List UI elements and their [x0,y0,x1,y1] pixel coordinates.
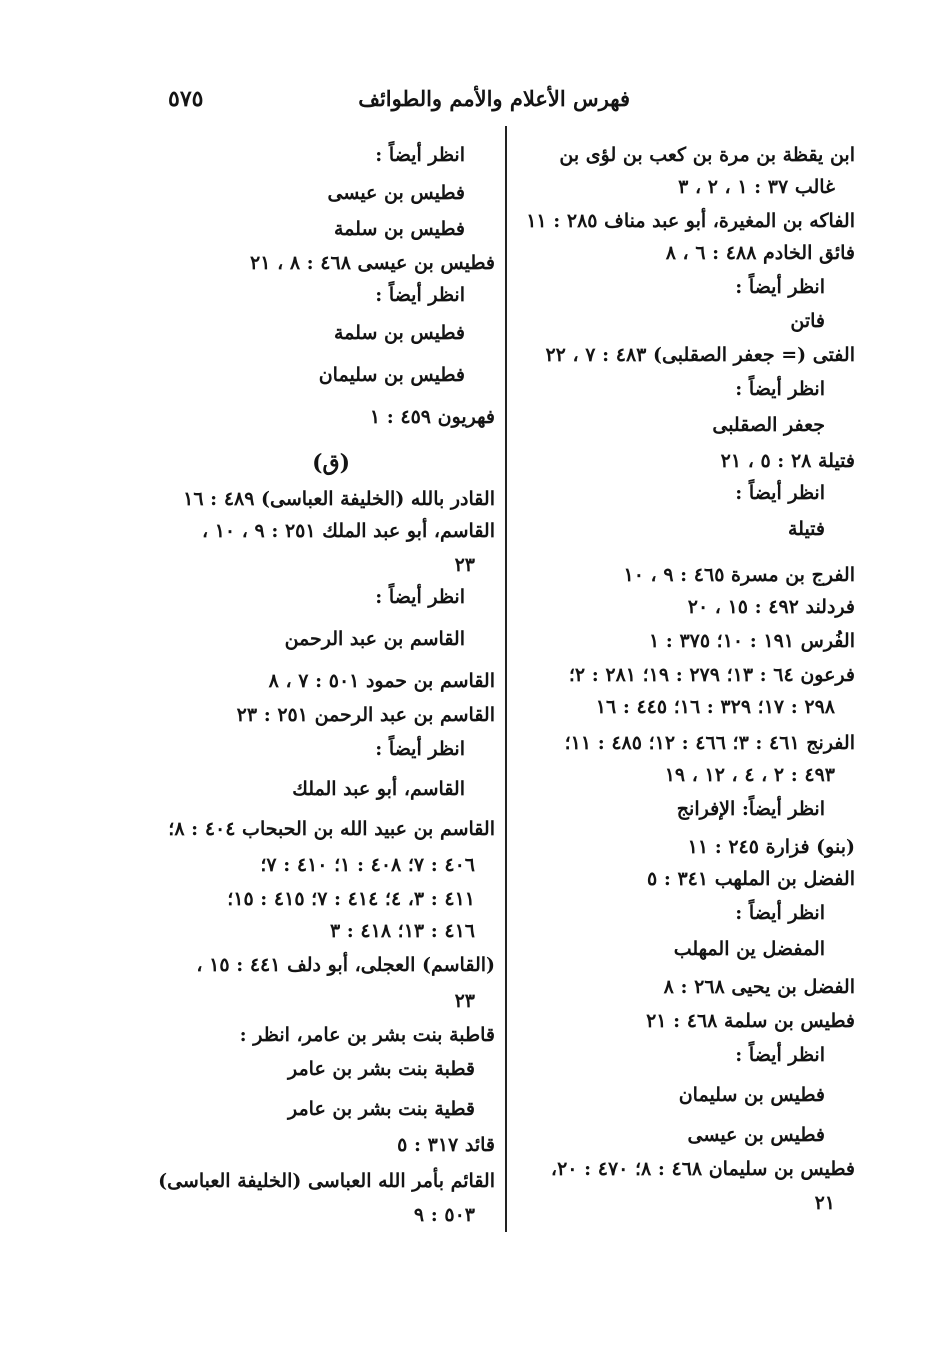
index-entry-line: قاطبة بنت بشر بن عامر، انظر : [239,1024,495,1046]
index-entry-line: الفاكه بن المغيرة، أبو عبد مناف ٢٨٥ : ١١ [526,210,855,232]
index-entry-line: القاسم بن عبيد الله بن الحبحاب ٤٠٤ : ٨؛ [168,818,495,840]
index-entry-line: المفضل ين المهلب [673,938,825,960]
index-entry-line: فتيلة [787,518,825,540]
index-entry-line: فرعون ٦٤ : ١٣؛ ٢٧٩ : ١٩؛ ٢٨١ : ٢؛ [568,664,855,686]
index-entry-line: فتيلة ٢٨ : ٥ ، ٢١ [720,450,855,472]
index-entry-line: فطيس بن عيسى ٤٦٨ : ٨ ، ٢١ [250,252,495,274]
index-entry-line: (القاسم) العجلى، أبو دلف ٤٤١ : ١٥ ، [196,954,495,976]
index-entry-line: فائق الخادم ٤٨٨ : ٦ ، ٨ [665,242,855,264]
index-entry-line: فهريون ٤٥٩ : ١ [369,406,495,428]
page-number: ٥٧٥ [168,86,204,112]
index-entry-line: انظر أيضاً : [735,378,825,400]
index-entry-line: القائم بأمر الله العباسى (الخليفة العباسى) [158,1170,495,1192]
index-entry-line: فطيس بن سلمة [334,218,465,240]
index-entry-line: قطبة بنت بشر بن عامر [288,1058,475,1080]
running-header-title: فهرس الأعلام والأمم والطوائف [358,86,630,111]
index-entry-line: ٥٠٣ : ٩ [413,1204,475,1226]
index-entry-line: القادر بالله (الخليفة العباسى) ٤٨٩ : ١٦ [183,488,495,510]
index-entry-line: الفُرس ١٩١ : ١٠؛ ٣٧٥ : ١ [648,630,855,652]
index-entry-line: القاسم بن عبد الرحمن ٢٥١ : ٢٣ [236,704,495,726]
index-entry-line: انظر أيضاً : [375,586,465,608]
index-entry-line: قطية بنت بشر بن عامر [288,1098,475,1120]
index-entry-line: فاتن [790,310,825,332]
index-entry-line: ٤١١ : ٣، ٤؛ ٤١٤ : ٧؛ ٤١٥ : ١٥؛ [227,888,475,910]
index-entry-line: فطيس بن سليمان [318,364,465,386]
index-entry-line: القاسم بن عبد الرحمن [284,628,465,650]
index-entry-line: الفضل بن يحيى ٢٦٨ : ٨ [663,976,855,998]
index-entry-line: القاسم، أبو عبد الملك ٢٥١ : ٩ ، ١٠ ، [201,520,495,542]
index-entry-line: ٢١ [814,1192,835,1214]
index-entry-line: انظر أيضاً : [375,738,465,760]
index-entry-line: القاسم، أبو عبد الملك [292,778,465,800]
index-entry-line: فردلند ٤٩٢ : ١٥ ، ٢٠ [687,596,855,618]
index-entry-line: انظر أيضاً : [735,482,825,504]
index-entry-line: ٢٣ [454,554,475,576]
index-entry-line: انظر أيضاً : [735,276,825,298]
index-entry-line: الفرنج ٤٦١ : ٣؛ ٤٦٦ : ١٢؛ ٤٨٥ : ١١؛ [564,732,855,754]
index-entry-line: انظر أيضاً : [735,1044,825,1066]
index-entry-line: انظر أيضاً : [375,284,465,306]
index-entry-line: الفتى (= جعفر الصقلبى) ٤٨٣ : ٧ ، ٢٢ [545,344,855,366]
index-entry-line: الفضل بن الملهب ٣٤١ : ٥ [647,868,855,890]
index-entry-line: ٤٩٣ : ٢ ، ٤ ، ١٢ ، ١٩ [664,764,835,786]
index-entry-line: فطيس بن سلمة [334,322,465,344]
index-entry-line: جعفر الصقلبى [712,414,825,436]
index-entry-line: ٢٩٨ : ١٧؛ ٣٢٩ : ١٦؛ ٤٤٥ : ١٦ [595,696,835,718]
index-entry-line: انظر أيضاً: الإفرانج [676,798,825,820]
index-entry-line: غالب ٣٧ : ١ ، ٢ ، ٣ [678,176,835,198]
index-entry-line: ٤٠٦ : ٧؛ ٤٠٨ : ١؛ ٤١٠ : ٧؛ [260,854,475,876]
index-entry-line: فطيس بن سليمان ٤٦٨ : ٨؛ ٤٧٠ : ٢٠، [550,1158,855,1180]
index-entry-line: الفرج بن مسرة ٤٦٥ : ٩ ، ١٠ [623,564,855,586]
index-entry-line: ٤١٦ : ١٣؛ ٤١٨ : ٣ [329,920,475,942]
index-entry-line: انظر أيضاً : [735,902,825,924]
column-divider [505,126,507,1232]
index-entry-line: ابن يقظة بن مرة بن كعب بن لؤى بن [559,144,855,166]
index-entry-line: القاسم بن حمود ٥٠١ : ٧ ، ٨ [268,670,495,692]
index-entry-line: انظر أيضاً : [375,144,465,166]
index-entry-line: فطيس بن عيسى [687,1124,825,1146]
index-entry-line: فطيس بن عيسى [327,182,465,204]
index-entry-line: فطيس بن سلمة ٤٦٨ : ٢١ [646,1010,855,1032]
section-letter-heading: (ق) [312,450,350,476]
index-entry-line: (بنو) فزارة ٢٤٥ : ١١ [687,836,855,858]
index-entry-line: ٢٣ [454,990,475,1012]
index-entry-line: فطيس بن سليمان [678,1084,825,1106]
index-entry-line: قائد ٣١٧ : ٥ [397,1134,495,1156]
